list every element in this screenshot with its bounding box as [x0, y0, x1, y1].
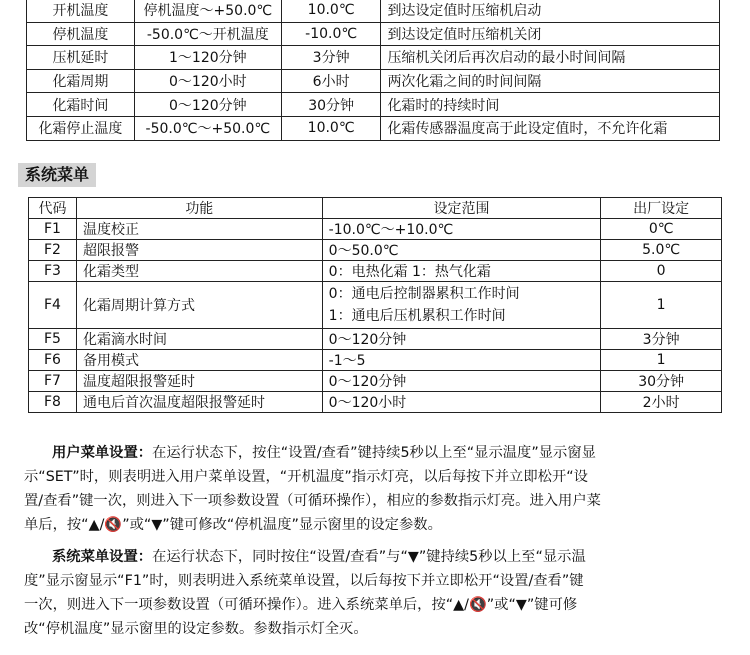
range-cell: 0～120分钟 — [322, 371, 601, 392]
table-row — [27, 116, 720, 140]
code-cell: F3 — [29, 261, 77, 282]
function-cell: 通电后首次温度超限报警延时 — [76, 392, 322, 413]
header-code: 代码 — [29, 198, 77, 219]
param-desc: 化霜时的持续时间 — [381, 93, 720, 117]
para-line: 一次，则进入下一项参数设置（可循环操作）。进入系统菜单后，按“▲/🔇”或“▼”键可修 — [24, 597, 578, 613]
table-row — [29, 392, 722, 413]
param-name: 化霜时间 — [27, 93, 135, 117]
table-row — [27, 93, 720, 117]
param-range: 1～120分钟 — [134, 46, 281, 70]
param-name: 停机温度 — [27, 22, 135, 46]
default-cell: 0℃ — [601, 219, 722, 240]
function-cell: 化霜类型 — [76, 261, 322, 282]
range-cell: 0～120分钟 — [322, 329, 601, 350]
para-line — [24, 441, 730, 465]
user-menu-table — [26, 0, 720, 141]
param-desc: 到达设定值时压缩机关闭 — [381, 22, 720, 46]
para-text: 在运行状态下，同时按住“设置/查看”与“▼”键持续5秒以上至“显示温 — [152, 549, 586, 565]
para-line: 度”显示窗显示“F1”时，则表明进入系统菜单设置，以后每按下并立即松开“设置/查看”键 — [24, 573, 584, 589]
param-name: 化霜停止温度 — [27, 116, 135, 140]
code-cell: F7 — [29, 371, 77, 392]
param-desc: 到达设定值时压缩机启动 — [381, 0, 720, 22]
function-cell: 温度超限报警延时 — [76, 371, 322, 392]
range-line: 0：通电后控制器累积工作时间 — [328, 286, 520, 302]
table-row — [29, 350, 722, 371]
para-lead: 系统菜单设置： — [52, 549, 153, 565]
table-header-row — [29, 198, 722, 219]
param-name: 开机温度 — [27, 0, 135, 22]
system-menu-table — [28, 197, 722, 413]
header-default: 出厂设定 — [601, 198, 722, 219]
range-line: 1：通电后压机累积工作时间 — [328, 308, 506, 324]
param-default: 30分钟 — [281, 93, 381, 117]
code-cell: F2 — [29, 240, 77, 261]
param-default: 10.0℃ — [281, 0, 381, 22]
table-row — [29, 261, 722, 282]
table-row — [27, 22, 720, 46]
param-default: 3分钟 — [281, 46, 381, 70]
header-function: 功能 — [76, 198, 322, 219]
function-cell: 备用模式 — [76, 350, 322, 371]
para-line: 置/查看”键一次，则进入下一项参数设置（可循环操作），相应的参数指示灯亮。进入用户菜 — [24, 493, 601, 509]
table-row — [29, 240, 722, 261]
range-cell — [322, 282, 601, 329]
para-text: 在运行状态下，按住“设置/查看”键持续5秒以上至“显示温度”显示窗显 — [152, 445, 596, 461]
default-cell: 1 — [601, 282, 722, 329]
function-cell: 化霜滴水时间 — [76, 329, 322, 350]
table-row — [27, 69, 720, 93]
param-name: 压机延时 — [27, 46, 135, 70]
param-name: 化霜周期 — [27, 69, 135, 93]
code-cell: F8 — [29, 392, 77, 413]
param-default: 10.0℃ — [281, 116, 381, 140]
para-line: 示“SET”时，则表明进入用户菜单设置，“开机温度”指示灯亮，以后每按下并立即松开“设 — [24, 469, 588, 485]
function-cell: 温度校正 — [76, 219, 322, 240]
default-cell: 1 — [601, 350, 722, 371]
param-desc: 两次化霜之间的时间间隔 — [381, 69, 720, 93]
range-cell: -10.0℃～+10.0℃ — [322, 219, 601, 240]
para-lead: 用户菜单设置： — [52, 445, 153, 461]
user-menu-instructions — [24, 441, 730, 537]
system-menu-heading: 系统菜单 — [18, 163, 96, 187]
code-cell: F1 — [29, 219, 77, 240]
param-range: -50.0℃～+50.0℃ — [134, 116, 281, 140]
function-cell: 化霜周期计算方式 — [76, 282, 322, 329]
param-range: 停机温度～+50.0℃ — [134, 0, 281, 22]
param-range: 0～120分钟 — [134, 93, 281, 117]
param-default: -10.0℃ — [281, 22, 381, 46]
range-cell: 0～120小时 — [322, 392, 601, 413]
header-range: 设定范围 — [322, 198, 601, 219]
para-line: 单后，按“▲/🔇”或“▼”键可修改“停机温度”显示窗里的设定参数。 — [24, 517, 442, 533]
default-cell: 3分钟 — [601, 329, 722, 350]
table-row — [29, 282, 722, 329]
default-cell: 5.0℃ — [601, 240, 722, 261]
param-default: 6小时 — [281, 69, 381, 93]
table-row — [29, 329, 722, 350]
range-cell: -1～5 — [322, 350, 601, 371]
para-line: 改“停机温度”显示窗里的设定参数。参数指示灯全灭。 — [24, 621, 368, 637]
para-line — [24, 545, 730, 569]
table-row — [29, 219, 722, 240]
default-cell: 0 — [601, 261, 722, 282]
range-cell: 0：电热化霜 1：热气化霜 — [322, 261, 601, 282]
default-cell: 2小时 — [601, 392, 722, 413]
param-range: 0～120小时 — [134, 69, 281, 93]
code-cell: F6 — [29, 350, 77, 371]
code-cell: F5 — [29, 329, 77, 350]
table-row — [27, 0, 720, 22]
code-cell: F4 — [29, 282, 77, 329]
param-desc: 压缩机关闭后再次启动的最小时间间隔 — [381, 46, 720, 70]
system-menu-instructions — [24, 545, 730, 641]
param-desc: 化霜传感器温度高于此设定值时，不允许化霜 — [381, 116, 720, 140]
table-row — [29, 371, 722, 392]
param-range: -50.0℃～开机温度 — [134, 22, 281, 46]
default-cell: 30分钟 — [601, 371, 722, 392]
function-cell: 超限报警 — [76, 240, 322, 261]
range-cell: 0～50.0℃ — [322, 240, 601, 261]
table-row — [27, 46, 720, 70]
